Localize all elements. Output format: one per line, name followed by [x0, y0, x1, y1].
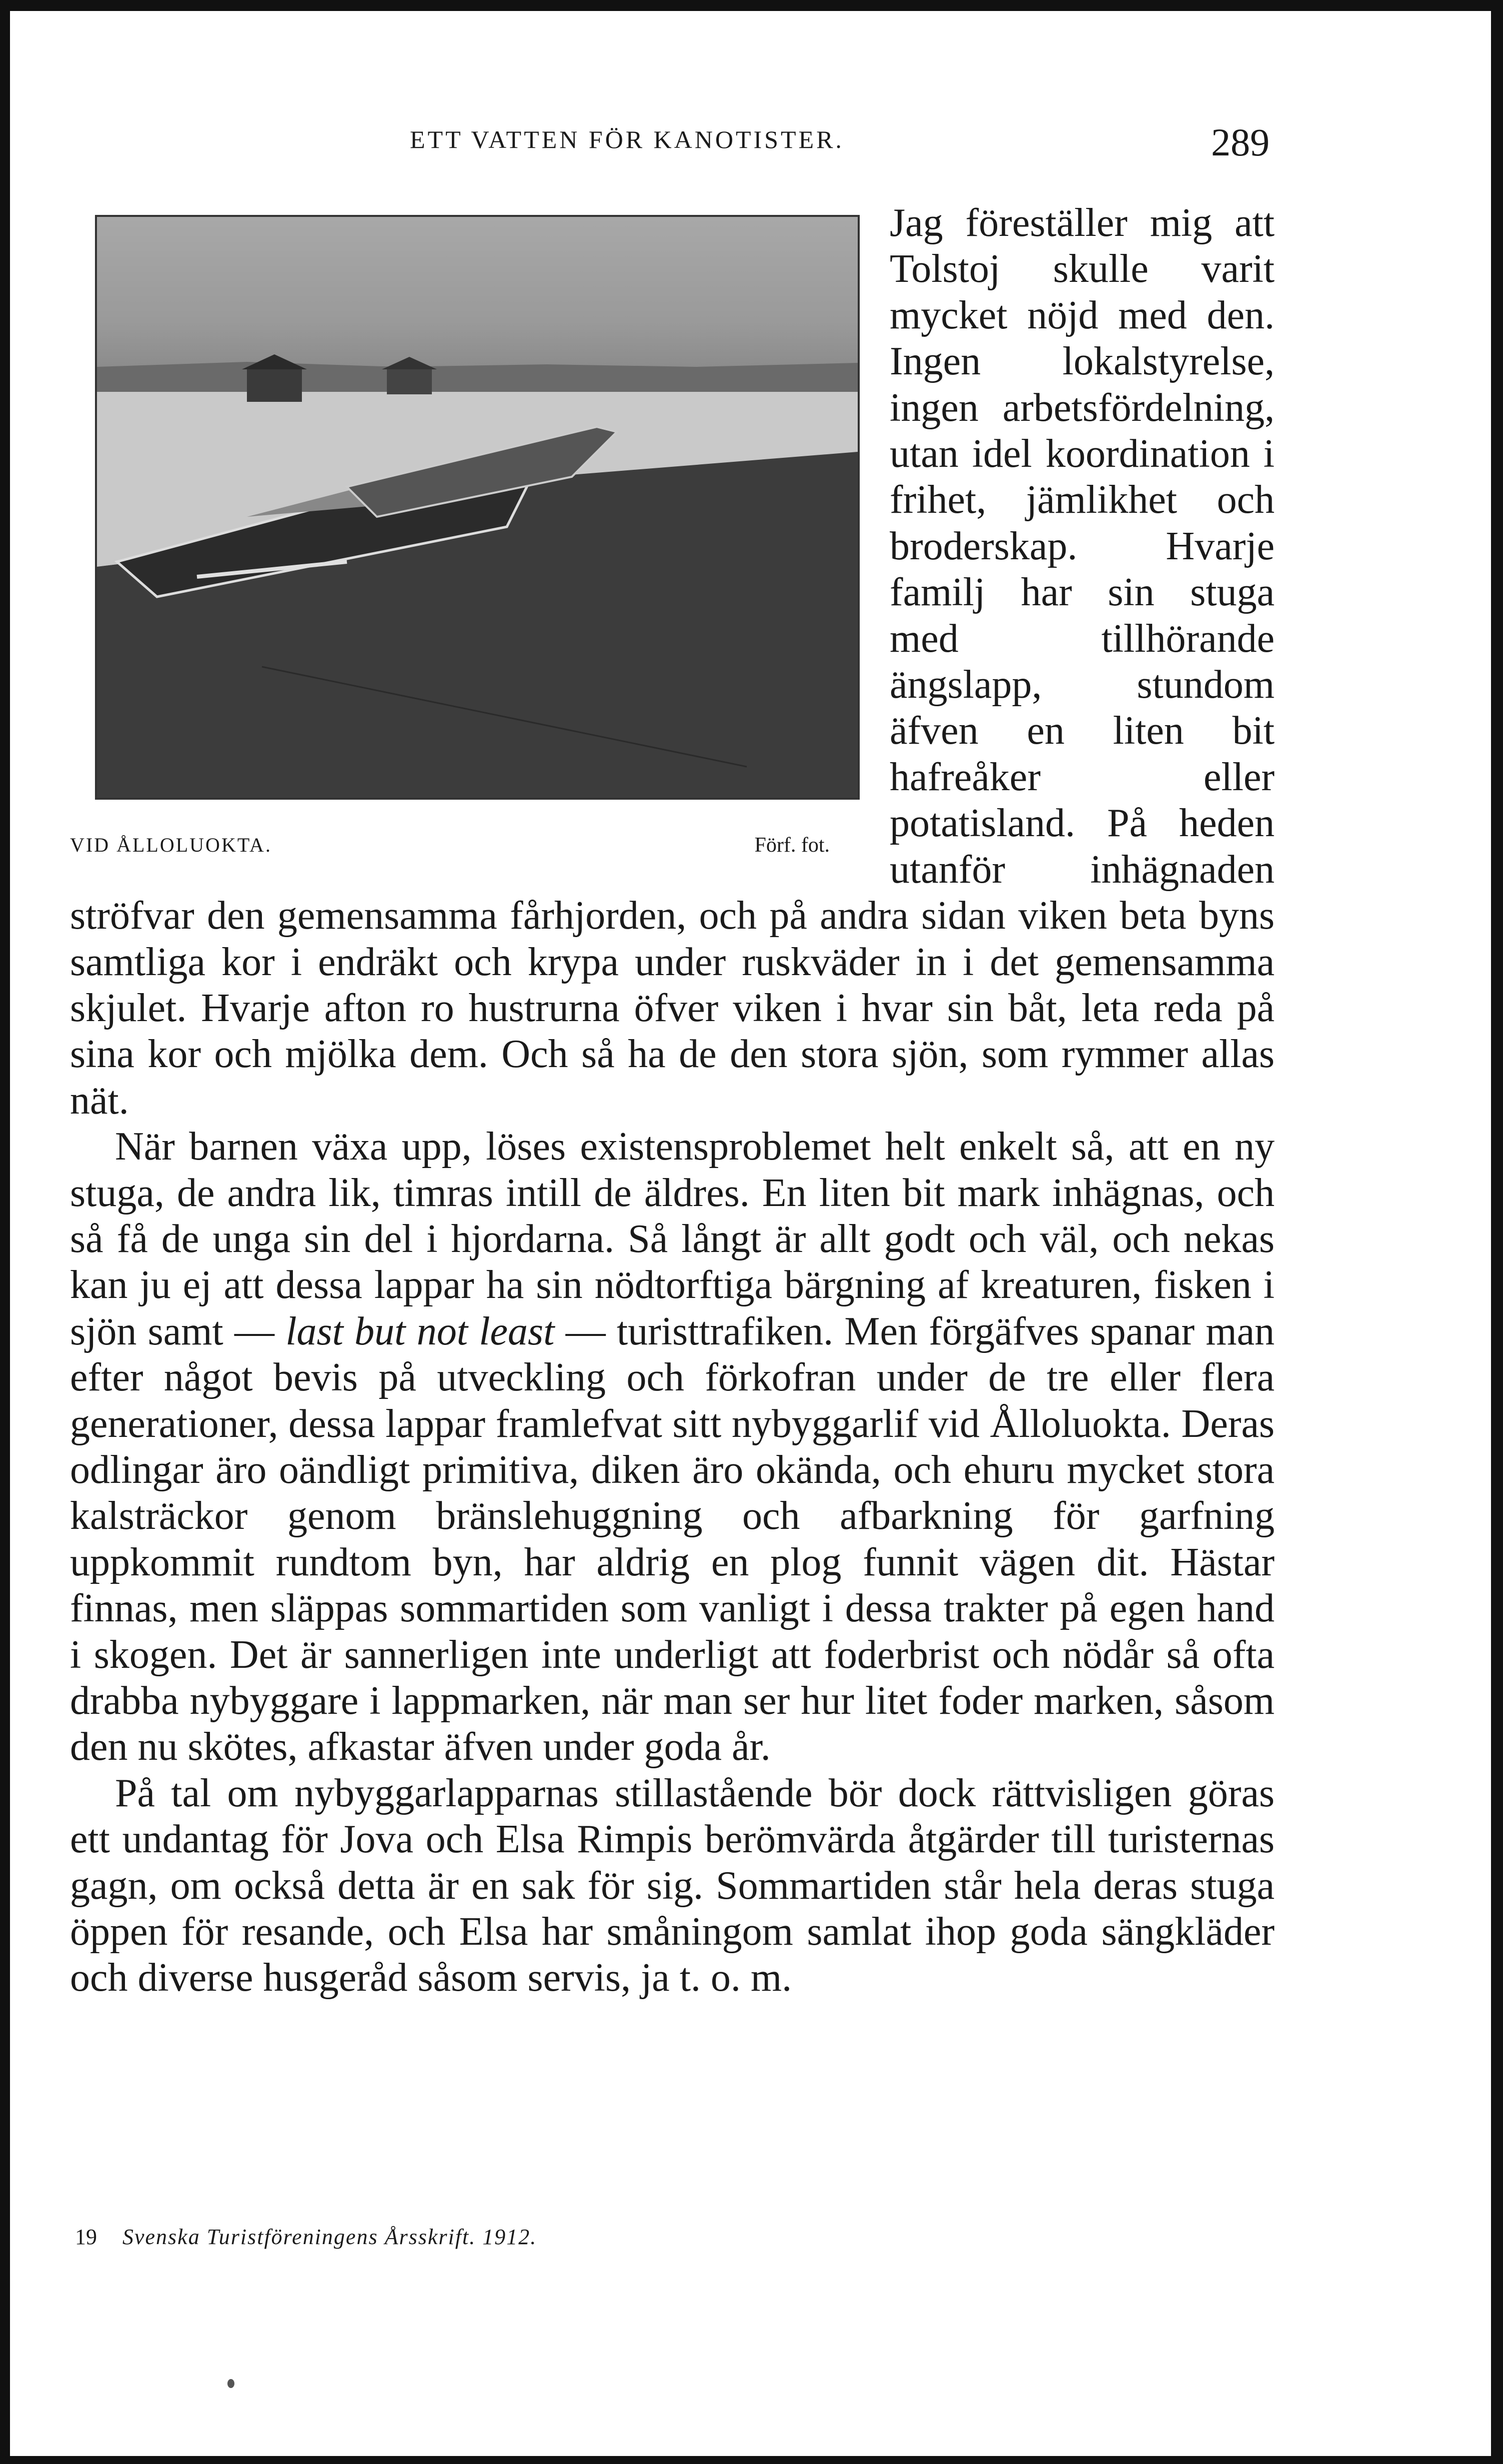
figure-caption: VID ÅLLOLUOKTA. — [70, 834, 272, 856]
running-head: ETT VATTEN FÖR KANOTISTER. — [410, 125, 844, 153]
photo-icon — [95, 215, 860, 800]
page-footer — [75, 2224, 537, 2250]
page-header — [70, 120, 1275, 180]
paragraph-2-text-b: — turisttrafiken. Men förgäfves spanar man efter något bevis på utveckling och förkofran under de tre eller flera generationer, dessa lappar framlefvat sitt nybyggarlif vid Ålloluokta. Deras odlingar äro oändligt primitiva, diken äro okända, och ehuru mycket stora kalsträckor genom bränslehuggning och afbarkning för garfning uppkommit rundtom byn, har aldrig en plog funnit vägen dit. Hästar finnas, men släppas sommartiden som vanligt i dessa trakter på egen hand i skogen. Det är sannerligen inte underligt att foderbrist och nödår så ofta drabba nybyggare i lappmarken, när man ser hur litet foder marken, såsom den nu skötes, afkastar äfven under goda år. — [70, 1309, 1275, 1769]
paragraph-3: På tal om nybyggarlapparnas stillastående bör dock rättvisligen göras ett undantag för Jova och Elsa Rimpis berömvärda åtgärder till turisternas gagn, om också detta är en sak för sig. Sommartiden står hela deras stuga öppen för resande, och Elsa har småningom samlat ihop goda sängkläder och diverse husgeråd såsom servis, ja t. o. m. — [70, 1771, 1275, 2000]
scan-border-left — [0, 0, 10, 2464]
scan-border-right — [1491, 0, 1503, 2464]
paragraph-2 — [70, 1124, 1275, 1770]
figure-credit: Förf. fot. — [754, 834, 830, 857]
book-page — [70, 0, 1275, 2464]
paragraph-2-text-a: När barnen växa upp, löses existensproblemet helt enkelt så, att en ny stuga, de andra lik, timras intill de äldres. En liten bit mark inhägnas, och så få de unga sin del i hjordarna. Så långt är allt godt och väl, och nekas kan ju ej att dessa lappar ha sin nödtorftiga bärgning af kreaturen, fisken i sjön samt — — [70, 1125, 1275, 1353]
paragraph-2-italic: last but not least — [285, 1309, 555, 1353]
figure — [70, 200, 860, 880]
paragraph-1 — [70, 200, 1275, 1124]
ink-speck — [227, 2379, 234, 2388]
lakeshore-photo-drawing — [97, 217, 858, 798]
page-number: 289 — [1211, 120, 1270, 164]
series-title: Svenska Turistföreningens Årsskrift. 1912. — [122, 2225, 537, 2249]
signature-mark: 19 — [75, 2225, 97, 2249]
paragraph-1-text: Jag föreställer mig att Tolstoj skulle varit mycket nöjd med den. Ingen lokalstyrelse, ingen arbetsfördelning, utan idel koordination i frihet, jämlikhet och broderskap. Hvarje familj har sin stuga med tillhörande ängslapp, stundom äfven en liten bit hafreåker eller potatisland. På heden utanför inhägnaden ströfvar den gemensamma fårhjorden, och på andra sidan viken beta byns samtliga kor i endräkt och krypa under ruskväder in i det gemensamma skjulet. Hvarje afton ro hustrurna öfver viken i hvar sin båt, leta reda på sina kor och mjölka dem. Och så ha de den stora sjön, som rymmer allas nät. — [70, 201, 1275, 1123]
body-text — [70, 200, 1275, 2001]
